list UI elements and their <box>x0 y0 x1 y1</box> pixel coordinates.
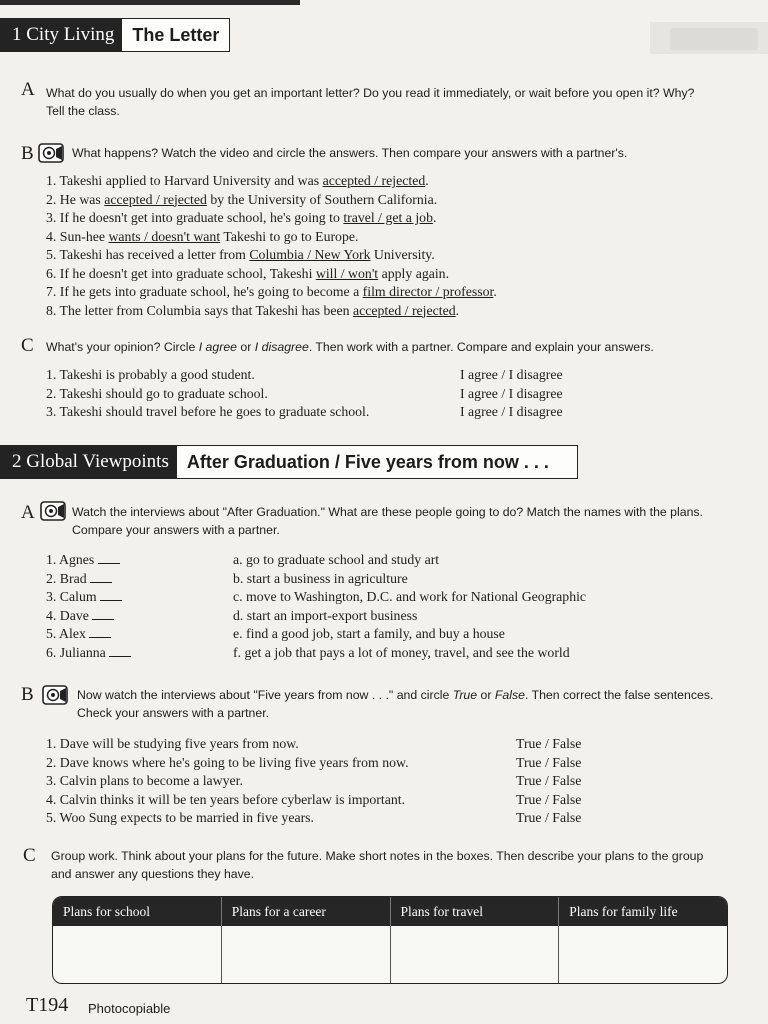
list-item: a. go to graduate school and study art <box>233 552 440 567</box>
section2-header <box>0 445 578 479</box>
list-item: b. start a business in agriculture <box>233 570 408 586</box>
list-item: 5. Woo Sung expects to be married in five years. <box>46 810 314 825</box>
plans-table-header <box>53 897 727 926</box>
notes-box-family[interactable] <box>559 926 727 983</box>
plans-table-row <box>53 926 727 983</box>
list-item: 4. Calvin thinks it will be ten years before cyberlaw is important. <box>46 791 406 807</box>
section2-tag: 2 Global Viewpoints <box>0 445 177 479</box>
answer-choice[interactable]: will / won't <box>315 265 379 281</box>
answer-choice[interactable]: travel / get a job <box>343 210 433 225</box>
agree-option[interactable]: I agree / I disagree <box>460 385 563 401</box>
list-item: 3. Calvin plans to become a lawyer. <box>46 773 243 788</box>
section1-b-list <box>46 172 497 320</box>
agree-option[interactable]: I agree / I disagree <box>460 367 563 382</box>
answer-choice[interactable]: accepted / rejected <box>104 191 207 207</box>
section2-b-letter: B <box>21 684 34 705</box>
section1-tag: 1 City Living <box>0 18 122 52</box>
section1-a-line1: What do you usually do when you get an important letter? Do you read it immediately, or wait before you open it? Why? <box>46 86 695 100</box>
answer-blank[interactable] <box>92 607 114 620</box>
true-false-option[interactable]: True / False <box>516 810 582 825</box>
answer-blank[interactable] <box>90 570 112 583</box>
section2-b-options <box>516 735 581 828</box>
true-false-option[interactable]: True / False <box>516 773 582 788</box>
answer-choice[interactable]: Columbia / New York <box>249 247 371 262</box>
section1-c-list <box>46 366 369 422</box>
section1-c-letter: C <box>21 335 34 356</box>
column-header-travel: Plans for travel <box>391 897 560 926</box>
list-item: 7. If he gets into graduate school, he's going to become a film director / professor. <box>46 284 497 299</box>
photocopiable-note: Photocopiable <box>88 1001 171 1016</box>
notes-box-career[interactable] <box>222 926 391 983</box>
list-item: 8. The letter from Columbia says that Takeshi has been accepted / rejected. <box>46 302 460 318</box>
section1-b-letter: B <box>21 143 34 164</box>
section2-c-line1: Group work. Think about your plans for the future. Make short notes in the boxes. Then describe your plans to the group <box>51 849 704 863</box>
true-false-option[interactable]: True / False <box>516 791 582 807</box>
answer-choice[interactable]: accepted / rejected <box>352 302 456 318</box>
answer-choice[interactable]: film director / professor <box>362 284 494 299</box>
list-item: d. start an import-export business <box>233 607 418 623</box>
video-camera-icon <box>42 684 68 711</box>
video-camera-icon <box>40 500 66 527</box>
list-item: 3. Takeshi should travel before he goes to graduate school. <box>46 404 370 419</box>
list-item: c. move to Washington, D.C. and work for National Geographic <box>233 589 587 604</box>
page-code: T194 <box>26 994 69 1016</box>
section1-header <box>0 18 230 52</box>
plans-table <box>52 896 728 984</box>
section1-c-instruction: What's your opinion? Circle I agree or I disagree. Then work with a partner. Compare and explain your answers. <box>46 340 654 354</box>
list-item: 4. Sun-hee wants / doesn't want Takeshi to go to Europe. <box>46 228 359 244</box>
section2-b-list <box>46 735 409 828</box>
names-list <box>46 551 131 662</box>
answer-blank[interactable] <box>109 644 131 657</box>
list-item: 3. Calum <box>46 588 131 607</box>
list-item: 5. Takeshi has received a letter from Columbia / New York University. <box>46 247 435 262</box>
list-item: f. get a job that pays a lot of money, travel, and see the world <box>233 644 570 660</box>
true-false-option[interactable]: True / False <box>516 736 582 751</box>
list-item: 1. Takeshi is probably a good student. <box>46 367 255 382</box>
section2-a-line2: Compare your answers with a partner. <box>72 523 280 537</box>
section2-title: After Graduation / Five years from now . . . <box>177 445 578 479</box>
section2-b-line1: Now watch the interviews about "Five years from now . . ." and circle True or False. Then correct the false sentences. <box>77 688 714 702</box>
section2-c-instruction <box>51 847 763 883</box>
section2-c-letter: C <box>23 845 36 866</box>
section1-title: The Letter <box>122 18 230 52</box>
answer-blank[interactable] <box>100 588 122 601</box>
answer-blank[interactable] <box>89 625 111 638</box>
list-item: 1. Agnes <box>46 551 131 570</box>
agree-option[interactable]: I agree / I disagree <box>460 404 563 419</box>
video-camera-icon <box>38 142 64 169</box>
top-edge-bar <box>0 0 300 5</box>
section2-a-letter: A <box>21 502 35 523</box>
section2-a-line1: Watch the interviews about "After Graduation." What are these people going to do? Match the names with the plans. <box>72 505 703 519</box>
section1-a-instruction <box>46 84 761 120</box>
answer-choice[interactable]: wants / doesn't want <box>108 228 221 244</box>
true-false-option[interactable]: True / False <box>516 754 582 770</box>
section1-b-instruction: What happens? Watch the video and circle the answers. Then compare your answers with a partner's. <box>72 146 628 160</box>
list-item: 2. Dave knows where he's going to be living five years from now. <box>46 754 409 770</box>
section2-b-line2: Check your answers with a partner. <box>77 706 270 720</box>
list-item: 2. Brad <box>46 570 131 589</box>
notes-box-travel[interactable] <box>391 926 560 983</box>
list-item: 1. Dave will be studying five years from now. <box>46 736 299 751</box>
column-header-school: Plans for school <box>53 897 222 926</box>
section1-c-options <box>460 366 563 422</box>
list-item: 2. Takeshi should go to graduate school. <box>46 385 268 401</box>
list-item: 4. Dave <box>46 607 131 626</box>
section2-b-instruction <box>77 686 767 722</box>
list-item: 3. If he doesn't get into graduate school, he's going to travel / get a job. <box>46 210 437 225</box>
answer-blank[interactable] <box>98 551 120 564</box>
answer-choice[interactable]: accepted / rejected <box>322 173 426 188</box>
list-item: 2. He was accepted / rejected by the University of Southern California. <box>46 191 438 207</box>
notes-box-school[interactable] <box>53 926 222 983</box>
column-header-family: Plans for family life <box>569 903 678 919</box>
list-item: 5. Alex <box>46 625 131 644</box>
facing-page-tab <box>670 28 758 50</box>
list-item: 6. Julianna <box>46 644 131 663</box>
section1-a-line2: Tell the class. <box>46 104 120 118</box>
section1-a-letter: A <box>21 79 35 100</box>
column-header-career: Plans for a career <box>222 897 391 926</box>
list-item: e. find a good job, start a family, and buy a house <box>233 626 505 641</box>
section2-a-instruction <box>72 503 766 539</box>
plans-list <box>233 551 586 662</box>
list-item: 6. If he doesn't get into graduate school, Takeshi will / won't apply again. <box>46 265 450 281</box>
list-item: 1. Takeshi applied to Harvard University and was accepted / rejected. <box>46 173 429 188</box>
section2-c-line2: and answer any questions they have. <box>51 867 255 881</box>
